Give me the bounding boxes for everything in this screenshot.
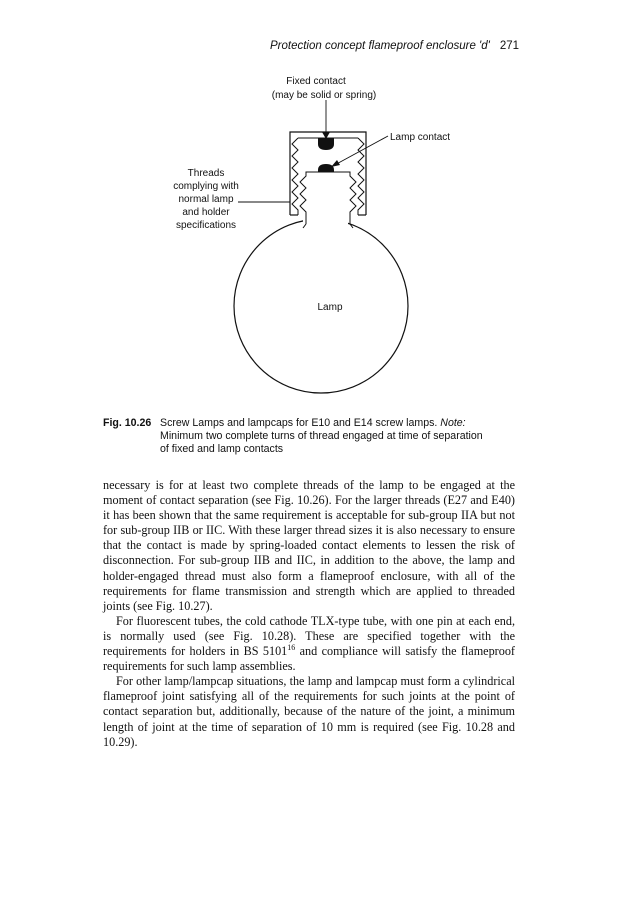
label-lamp: Lamp [317, 302, 343, 313]
lamp-contact [318, 164, 334, 172]
label-threads-4: and holder [182, 207, 230, 218]
bulb-neck-mask [303, 210, 348, 224]
paragraph-2-part-b: and compliance will satisfy the flameproof requirements for such lamp assemblies. [103, 644, 515, 674]
body-text [103, 478, 515, 750]
fixed-contact [318, 138, 334, 150]
running-header [270, 40, 520, 52]
paragraph-1: necessary is for at least two complete threads of the lamp to be engaged at the moment of contact separation (see Fig. 10.26). For the larger threads (E27 and E40) it has been shown that the same requirement is acceptable for sub-group IIA but not for sub-group IIB or IIC. With these larger thread sizes it is also necessary to ensure that the contact is made by spring-loaded contact elements to lessen the risk of disconnection. For sub-group IIB and IIC, in addition to the above, the lamp and holder-engaged thread must also form a flameproof enclosure, with all of the requirements for flame transmission and strength which are applied to threaded joints (see Fig. 10.27). [103, 478, 515, 613]
label-threads-5: specifications [175, 220, 237, 231]
lamp-holder-diagram [0, 60, 631, 420]
figure-number: Fig. 10.26 [103, 417, 152, 429]
caption-note-word: Note: [440, 417, 466, 429]
label-lamp-contact: Lamp contact [390, 132, 451, 143]
caption-text-2: Minimum two complete turns of thread engaged at time of separation [160, 430, 483, 442]
caption-line-1 [103, 417, 523, 430]
label-fixed-contact: Fixed contact [286, 76, 346, 87]
paragraph-2 [103, 614, 515, 674]
paragraph-3: For other lamp/lampcap situations, the lamp and lampcap must form a cylindrical flameproof joint satisfying all of the requirements for such joints at the point of contact separation but, additionally, because of the nature of the joint, a minimum length of joint at the time of separation of 10 mm is required (see Fig. 10.28 and 10.29). [103, 674, 515, 749]
caption-text-1: Screw Lamps and lampcaps for E10 and E14 screw lamps. [160, 417, 438, 429]
label-threads-3: normal lamp [178, 194, 234, 205]
caption-text-3: of fixed and lamp contacts [160, 443, 284, 455]
figure-caption [103, 417, 523, 456]
lamp-contact-leader [331, 136, 388, 167]
lamp-cap-neck-left [303, 224, 306, 228]
label-threads-1: Threads [187, 168, 225, 179]
page-number: 271 [499, 40, 520, 52]
paragraph-2-part-a: For fluorescent tubes, the cold cathode TLX-type tube, with one pin at each end, is normally used (see Fig. 10.28). These are specified together with the requirements for holders in BS 5101 [103, 613, 515, 659]
holder-thread-left [292, 138, 298, 215]
running-title: Protection concept flameproof enclosure 'd' [270, 40, 490, 52]
label-threads-2: complying with [173, 181, 239, 192]
reference-superscript: 16 [287, 642, 296, 652]
label-fixed-contact-note: (may be solid or spring) [271, 90, 377, 101]
lamp-contact-arrowhead [331, 160, 340, 167]
